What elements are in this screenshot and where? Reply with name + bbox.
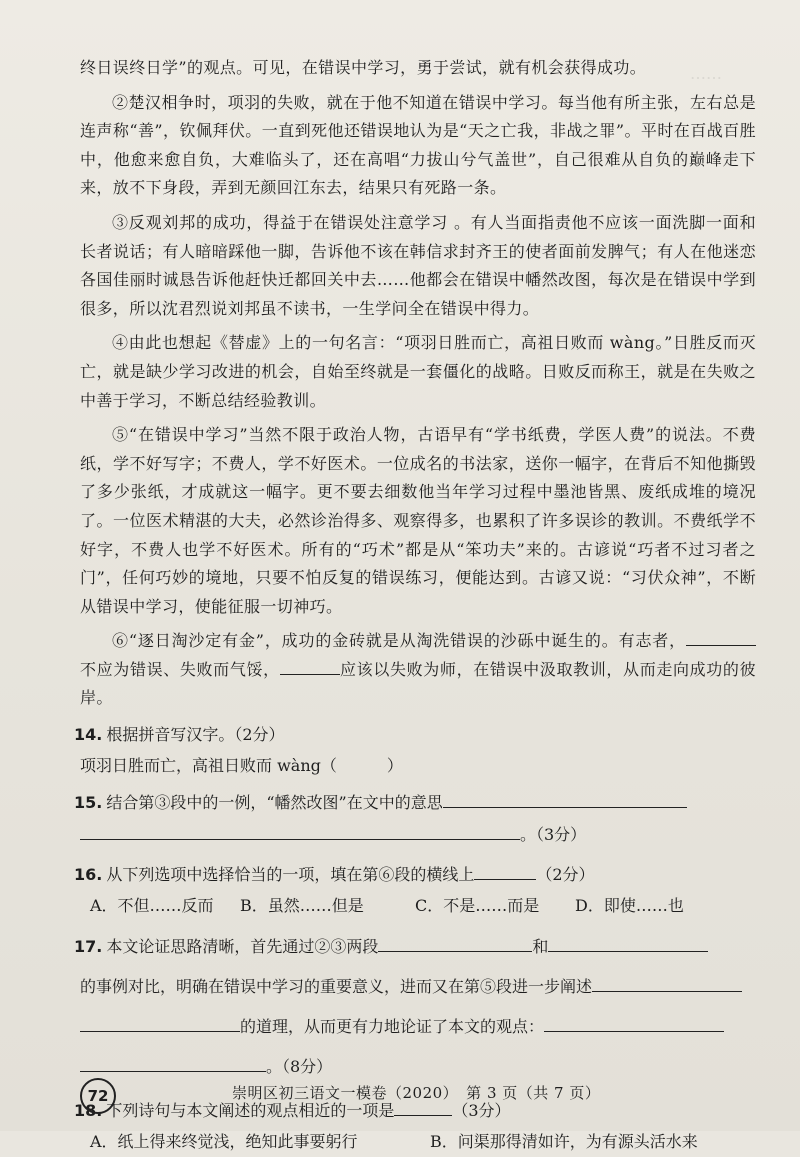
paragraph-6 bbox=[80, 627, 756, 713]
question-17-score: 。（8分） bbox=[266, 1057, 333, 1077]
question-17-part2: 和 bbox=[532, 937, 549, 957]
question-15-number: 15. bbox=[74, 793, 103, 813]
page-number-badge: 72 bbox=[80, 1078, 116, 1114]
question-18-blank[interactable] bbox=[394, 1115, 452, 1116]
question-16-score: （2分） bbox=[536, 865, 595, 885]
paragraph-1-tail: 终日误终日学”的观点。可见，在错误中学习，勇于尝试，就有机会获得成功。 bbox=[80, 58, 647, 77]
question-15-text: 结合第③段中的一例，“幡然改图”在文中的意思 bbox=[106, 793, 443, 813]
paragraph-4: ④由此也想起《替虚》上的一句名言：“项羽日胜而亡，高祖日败而 wàng。”日胜反而灭亡，就是缺少学习改进的机会，自始至终就是一套僵化的战略。日败反而称王，就是在失败之中善于学习，不断总结经验教训。 bbox=[80, 333, 756, 410]
question-17-blank-2[interactable] bbox=[548, 951, 708, 952]
question-16-option-a[interactable]: A．不但……反而 bbox=[90, 896, 214, 916]
question-17-blank-5[interactable] bbox=[544, 1031, 724, 1032]
question-17-line-2 bbox=[80, 971, 756, 1003]
paragraph-6-blank-1[interactable] bbox=[686, 645, 756, 646]
question-17-blank-4[interactable] bbox=[80, 1031, 240, 1032]
question-17-blank-6[interactable] bbox=[80, 1071, 266, 1072]
question-14 bbox=[74, 719, 756, 751]
question-14-number: 14. bbox=[74, 725, 103, 745]
question-16-options bbox=[80, 891, 756, 921]
question-15-score: 。（3分） bbox=[520, 825, 587, 845]
page-footer: 崇明区初三语文一模卷（2020） 第 3 页（共 7 页） bbox=[232, 1084, 601, 1102]
question-14-paren-close: ） bbox=[386, 756, 403, 776]
question-17-blank-3[interactable] bbox=[592, 991, 742, 992]
paragraph-5: ⑤“在错误中学习”当然不限于政治人物，古语早有“学书纸费，学医人费”的说法。不费纸，学不好写字；不费人，学不好医术。一位成名的书法家，送你一幅字，在背后不知他撕毁了多少张纸，才成就这一幅字。更不要去细数他当年学习过程中墨池皆黑、废纸成堆的境况了。一位医术精湛的大夫，必然诊治得多、观察得多，也累积了许多误诊的教训。不费纸学不好字，不费人也学不好医术。所有的“巧术”都是从“笨功夫”来的。古谚说“巧者不过习者之门”，任何巧妙的境地，只要不怕反复的错误练习，便能达到。古谚又说：“习伏众神”，不断从错误中学习，使能征服一切神巧。 bbox=[80, 425, 756, 616]
question-18-text: 下列诗句与本文阐述的观点相近的一项是 bbox=[106, 1101, 395, 1121]
question-15-blank-2[interactable] bbox=[80, 839, 520, 840]
question-18-score: （3分） bbox=[452, 1101, 511, 1121]
question-17-part4: 的道理，从而更有力地论证了本文的观点： bbox=[240, 1017, 545, 1037]
paragraph-6-part2: 不应为错误、失败而气馁， bbox=[80, 659, 280, 679]
question-16-option-b[interactable]: B．虽然……但是 bbox=[240, 896, 364, 916]
question-17-part1: 本文论证思路清晰，首先通过②③两段 bbox=[106, 937, 379, 957]
paragraph-6-part1: ⑥“逐日淘沙定有金”，成功的金砖就是从淘洗错误的沙砾中诞生的。有志者， bbox=[112, 631, 686, 651]
question-15-blank-1[interactable] bbox=[443, 807, 687, 808]
bleed-through-text: …… bbox=[690, 64, 722, 83]
question-17-line-3 bbox=[80, 1011, 756, 1043]
paragraph-3: ③反观刘邦的成功，得益于在错误处注意学习 。有人当面指责他不应该一面洗脚一面和长者说话；有人暗暗踩他一脚，告诉他不该在韩信求封齐王的使者面前发脾气；有人在他迷恋各国佳丽时诚恳告诉他赶快迁都回关中去……他都会在错误中幡然改图，每次是在错误中学到很多，所以沈君烈说刘邦虽不读书，一生学问全在错误中得力。 bbox=[80, 212, 756, 318]
question-17-part3: 的事例对比，明确在错误中学习的重要意义，进而又在第⑤段进一步阐述 bbox=[80, 977, 593, 997]
question-14-text: 根据拼音写汉字。（2分） bbox=[106, 725, 285, 745]
question-17 bbox=[74, 931, 756, 963]
reading-passage bbox=[74, 54, 756, 1157]
question-16-blank[interactable] bbox=[474, 879, 536, 880]
question-15-line-2 bbox=[80, 819, 756, 851]
question-18-number: 18. bbox=[74, 1101, 103, 1121]
paragraph-6-part3: 应该以失败为师，在错误中汲取教训，从而走向成功的彼岸。 bbox=[80, 659, 756, 708]
paragraph-6-blank-2[interactable] bbox=[280, 674, 340, 675]
question-16-option-d[interactable]: D．即使……也 bbox=[575, 896, 684, 916]
paragraph-2: ②楚汉相争时，项羽的失败，就在于他不知道在错误中学习。每当他有所主张，左右总是连声称“善”，钦佩拜伏。一直到死他还错误地认为是“天之亡我，非战之罪”。平时在百战百胜中，他愈来愈自负，大难临头了，还在高唱“力拔山兮气盖世”，自己很难从自负的巅峰走下来，放不下身段，弄到无颜回江东去，结果只有死路一条。 bbox=[80, 92, 756, 198]
question-17-line-4 bbox=[80, 1051, 756, 1083]
question-18-option-b[interactable]: B．问渠那得清如许，为有源头活水来 bbox=[430, 1132, 698, 1152]
question-17-blank-1[interactable] bbox=[378, 951, 532, 952]
question-16-number: 16. bbox=[74, 865, 103, 885]
question-16-text: 从下列选项中选择恰当的一项，填在第⑥段的横线上 bbox=[106, 865, 475, 885]
question-18-options bbox=[80, 1127, 756, 1157]
question-16 bbox=[74, 859, 756, 891]
question-14-prompt: 项羽日胜而亡，高祖日败而 wàng（ bbox=[80, 756, 337, 776]
question-15 bbox=[74, 787, 756, 819]
question-16-option-c[interactable]: C．不是……而是 bbox=[415, 896, 540, 916]
question-17-number: 17. bbox=[74, 937, 103, 957]
question-18-option-a[interactable]: A．纸上得来终觉浅，绝知此事要躬行 bbox=[90, 1132, 358, 1152]
question-14-item bbox=[80, 751, 756, 781]
